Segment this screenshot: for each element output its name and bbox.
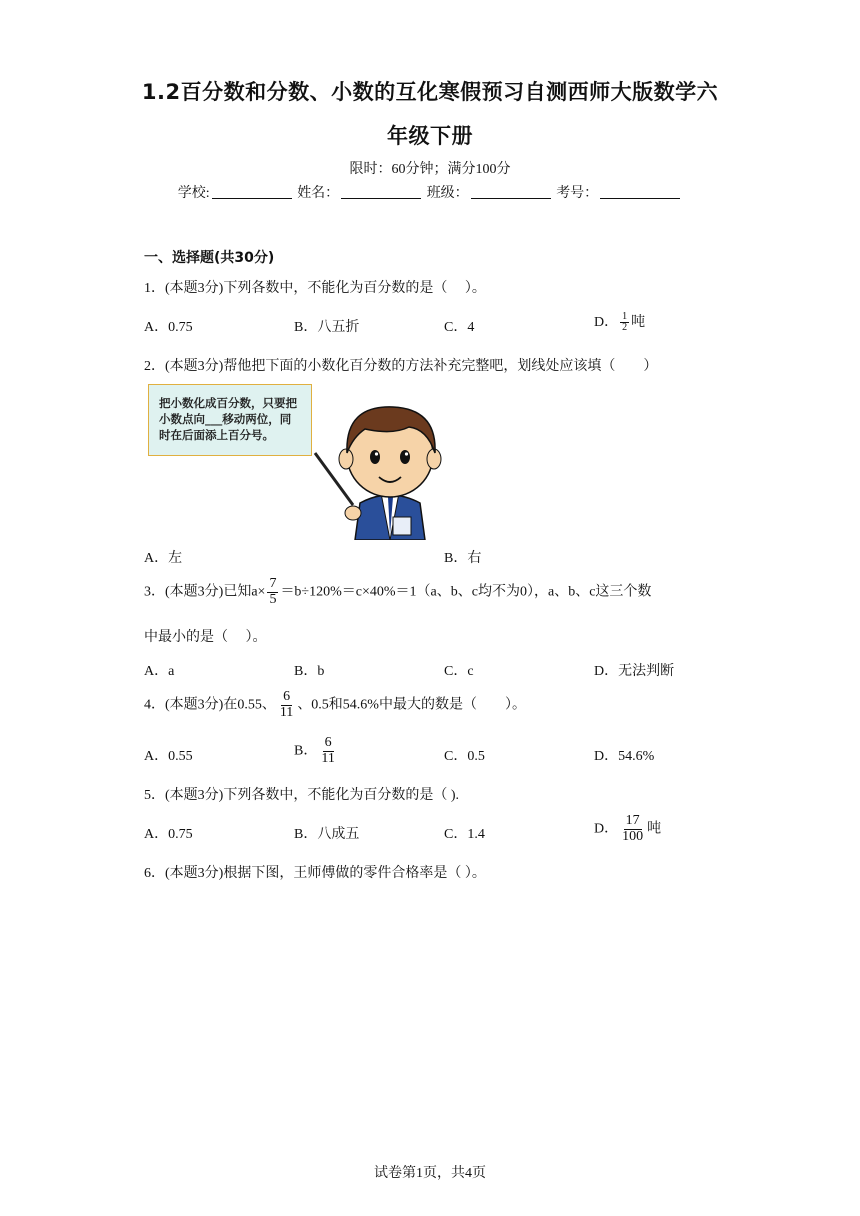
section-heading: 一、选择题(共30分)	[144, 250, 275, 266]
q1-option-a: A．0.75	[144, 320, 193, 335]
exam-no-label: 考号：	[556, 186, 599, 201]
fraction-numerator: 7	[269, 576, 277, 591]
q2-option-a: A．左	[144, 551, 183, 566]
page-title-line2: 年级下册	[387, 124, 473, 148]
exam-no-blank	[600, 184, 680, 199]
fraction-numerator: 17	[625, 813, 640, 828]
q3-fraction	[267, 577, 278, 607]
school-label: 学校:	[177, 186, 210, 201]
name-blank	[341, 184, 421, 199]
q1-option-d-prefix: D．	[594, 315, 619, 330]
q4-option-b	[294, 736, 339, 766]
q4-option-d: D．54.6%	[594, 749, 655, 764]
q2-option-b: B．右	[444, 551, 482, 566]
exam-meta: 限时：60分钟；满分100分	[349, 162, 511, 177]
school-blank	[212, 184, 292, 199]
teacher-illustration	[305, 395, 445, 540]
q1-option-d	[594, 311, 645, 334]
speech-bubble	[148, 384, 312, 456]
fraction-numerator: 6	[324, 735, 332, 750]
q4-option-b-fraction	[319, 736, 336, 766]
q3-prefix: 3．(本题3分)已知a×	[144, 584, 266, 600]
fraction-denominator: 5	[269, 591, 277, 607]
q1-option-c: C．4	[444, 320, 475, 335]
class-blank	[471, 184, 551, 199]
q1-option-b: B．八五折	[294, 320, 360, 335]
q3-option-c: C．c	[444, 664, 474, 679]
q4-option-c: C．0.5	[444, 749, 485, 764]
q5-option-a: A．0.75	[144, 827, 193, 842]
page-footer: 试卷第1页，共4页	[374, 1166, 486, 1181]
q1-option-d-unit: 吨	[631, 315, 646, 330]
q4-option-b-prefix: B．	[294, 743, 318, 759]
question-3	[144, 577, 651, 607]
question-5: 5．(本题3分)下列各数中，不能化为百分数的是（ ).	[144, 788, 459, 803]
q3-option-a: A．a	[144, 664, 175, 679]
fraction-denominator: 2	[622, 322, 628, 334]
q1-option-d-fraction	[620, 312, 629, 334]
q3-option-b: B．b	[294, 664, 325, 679]
q3-suffix: ＝b÷120%＝c×40%＝1（a、b、c均不为0），a、b、c这三个数	[280, 584, 652, 600]
fraction-numerator: 6	[283, 689, 291, 704]
student-info-row	[0, 182, 860, 202]
name-label: 姓名：	[297, 186, 340, 201]
fraction-numerator: 1	[622, 310, 628, 322]
q5-option-b: B．八成五	[294, 827, 360, 842]
fraction-denominator: 100	[622, 828, 644, 844]
q5-option-d-unit: 吨	[647, 821, 662, 837]
class-label: 班级：	[426, 186, 469, 201]
q5-option-d-prefix: D．	[594, 821, 619, 837]
question-1: 1．(本题3分)下列各数中，不能化为百分数的是（ ）。	[144, 281, 486, 296]
q4-prefix: 4．(本题3分)在0.55、	[144, 697, 276, 713]
page-title-line1: 1.2百分数和分数、小数的互化寒假预习自测西师大版数学六	[141, 80, 719, 104]
fraction-denominator: 11	[321, 750, 335, 766]
question-6: 6．(本题3分)根据下图，王师傅做的零件合格率是（ ）。	[144, 866, 486, 881]
q5-option-c: C．1.4	[444, 827, 485, 842]
q4-suffix: 、0.5和54.6%中最大的数是（ ）。	[297, 697, 526, 713]
question-3-line2: 中最小的是（ ）。	[144, 630, 267, 645]
q3-option-d: D．无法判断	[594, 664, 675, 679]
bubble-line-1: 把小数化成百分数，只要把	[159, 396, 297, 410]
fraction-denominator: 11	[279, 704, 294, 720]
question-4	[144, 690, 526, 720]
q4-option-a: A．0.55	[144, 749, 193, 764]
q5-option-d	[594, 814, 661, 844]
q5-option-d-fraction	[620, 814, 645, 844]
bubble-line-3: 时在后面添上百分号。	[159, 428, 274, 442]
question-2: 2．(本题3分)帮他把下面的小数化百分数的方法补充完整吧，划线处应该填（ ）	[144, 359, 658, 374]
q4-fraction	[278, 690, 295, 720]
bubble-line-2: 小数点向___移动两位，同	[159, 412, 292, 426]
